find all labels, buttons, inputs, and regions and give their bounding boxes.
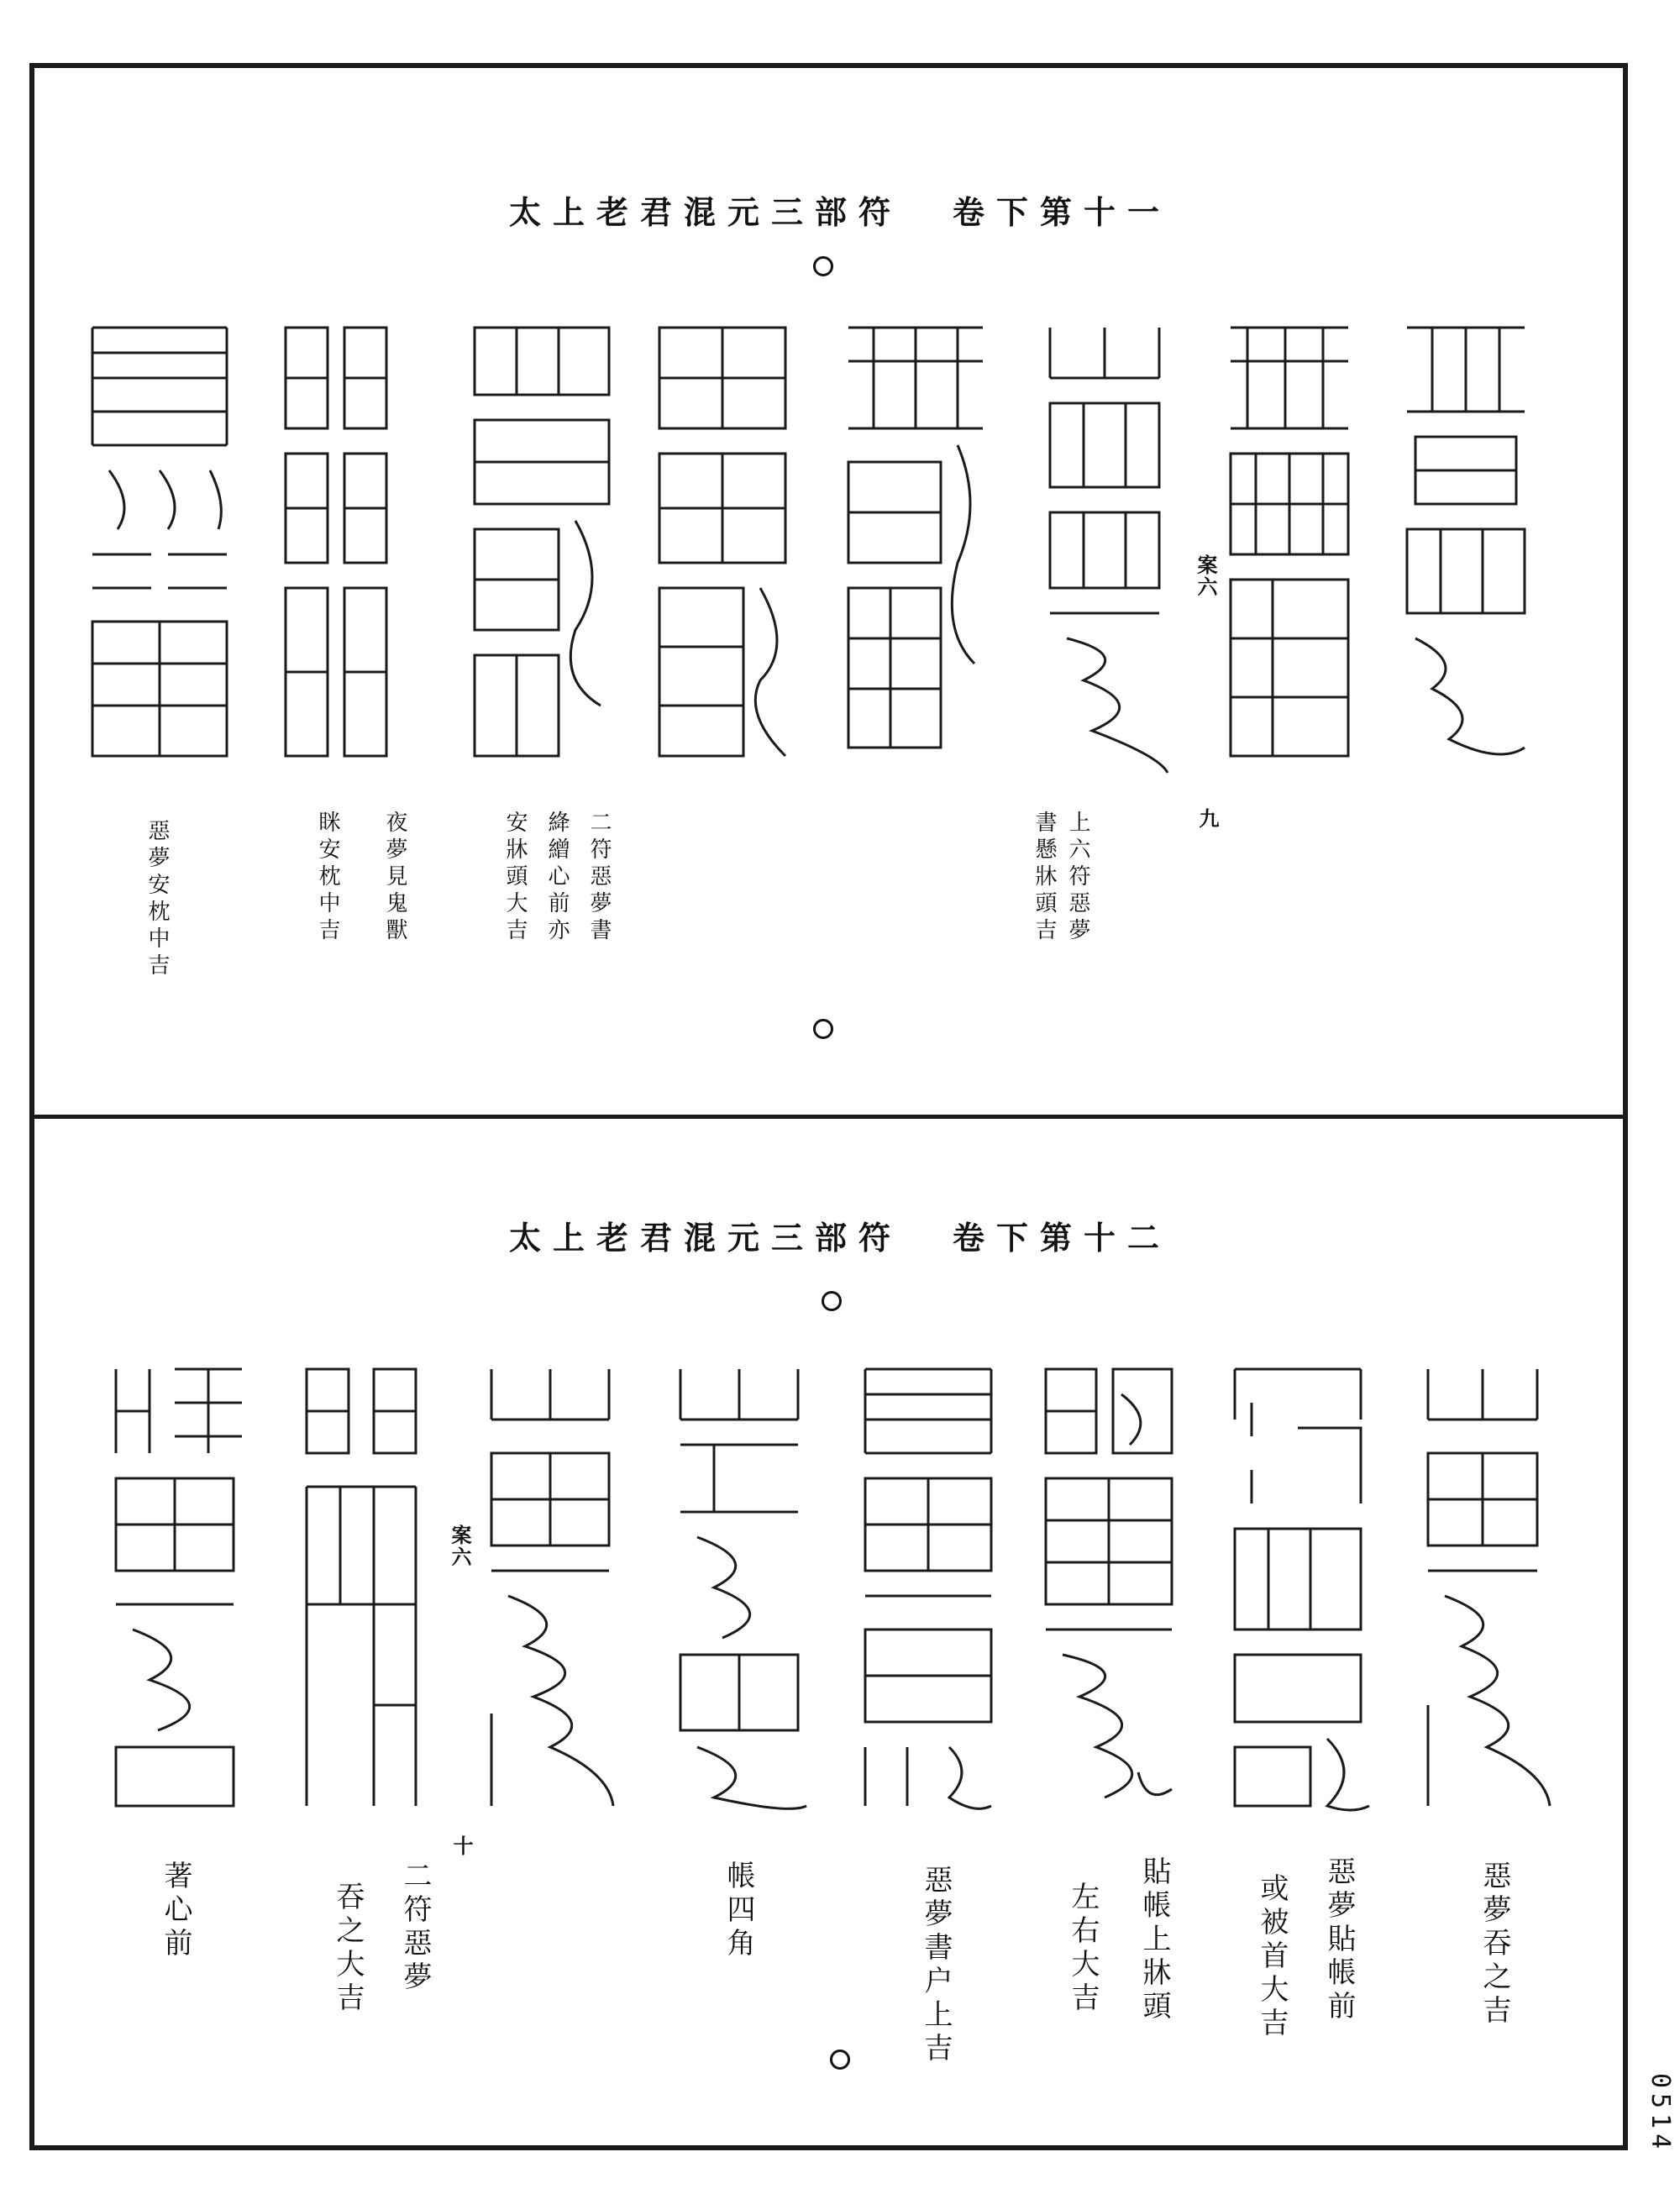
talisman-glyph (651, 311, 802, 776)
annotation-mark: 案六 (1194, 554, 1218, 598)
binding-ring (813, 256, 833, 276)
talisman-caption: 左右大吉 (1066, 1881, 1100, 2016)
panel-1-header (0, 186, 1680, 233)
annotation-mark: 十 (449, 1835, 474, 1857)
talisman-caption: 帳四角 (722, 1860, 755, 1961)
talisman-caption: 書懸牀頭吉 (1032, 811, 1057, 945)
binding-ring (830, 2049, 850, 2070)
talisman-caption: 夜夢見鬼獸 (382, 811, 407, 945)
annotation-mark: 九 (1195, 808, 1220, 830)
talisman-caption: 安牀頭大吉 (502, 811, 528, 945)
page-number: 0514 (1646, 2073, 1675, 2154)
binding-ring (822, 1291, 842, 1311)
talisman-caption: 絳繒心前亦 (544, 811, 570, 945)
talisman-glyph (1411, 1352, 1554, 1826)
talisman-caption: 貼帳上牀頭 (1137, 1856, 1171, 2024)
panel-2-title: 太上老君混元三部符 (508, 1219, 902, 1257)
talisman-caption: 眯安枕中吉 (315, 811, 340, 945)
panel-2-header (0, 1212, 1680, 1258)
talisman-glyph (466, 311, 617, 776)
talisman-caption: 惡夢書户上吉 (919, 1865, 953, 2066)
talisman-glyph (1222, 311, 1361, 776)
talisman-caption: 上六符惡夢 (1065, 811, 1090, 945)
talisman-caption: 吞之大吉 (331, 1881, 365, 2016)
page-frame (29, 63, 1628, 2150)
talisman-glyph (99, 1352, 250, 1826)
binding-ring (813, 1019, 833, 1039)
talisman-glyph (1218, 1352, 1378, 1826)
talisman-caption: 惡夢安枕中吉 (144, 819, 170, 980)
talisman-caption: 著心前 (159, 1860, 192, 1961)
talisman-glyph (840, 311, 991, 776)
talisman-glyph (848, 1352, 1008, 1826)
talisman-glyph (1399, 311, 1537, 776)
panel-1-title: 太上老君混元三部符 (508, 193, 902, 231)
talisman-glyph (475, 1352, 626, 1826)
talisman-caption: 惡夢貼帳前 (1322, 1856, 1356, 2024)
panel-2-volume: 卷下第十二 (953, 1219, 1172, 1257)
talisman-caption: 二符惡夢 (398, 1860, 432, 1995)
annotation-mark: 案六 (448, 1525, 472, 1568)
talisman-glyph (1033, 311, 1176, 776)
talisman-glyph (664, 1352, 815, 1826)
panel-divider (29, 1115, 1628, 1119)
talisman-glyph (84, 311, 235, 776)
panel-1-volume: 卷下第十一 (953, 193, 1172, 231)
talisman-caption: 惡夢吞之吉 (1478, 1860, 1511, 2028)
talisman-glyph (1029, 1352, 1189, 1826)
talisman-glyph (290, 1352, 433, 1826)
talisman-caption: 或被首大吉 (1255, 1873, 1289, 2041)
talisman-caption: 二符惡夢書 (586, 811, 612, 945)
talisman-glyph (277, 311, 395, 776)
